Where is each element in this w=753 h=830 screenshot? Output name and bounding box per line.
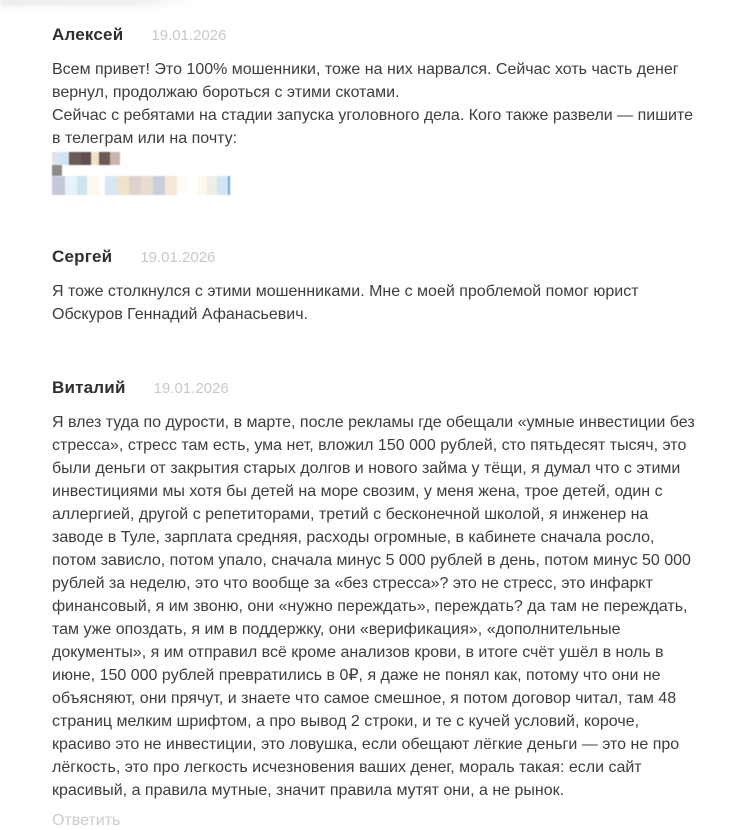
comment-body <box>52 280 702 326</box>
comment-alexey <box>52 25 702 195</box>
censored-pixel-block <box>105 176 118 195</box>
censored-pixel-block <box>110 152 120 165</box>
comment-paragraph: Всем привет! Это 100% мошенники, тоже на них нарвался. Сейчас хоть часть денег вернул, продолжаю бороться с этими скотами. <box>52 61 679 101</box>
censored-contact-info <box>52 152 702 195</box>
comment-body <box>52 58 702 150</box>
censored-pixel-block <box>65 176 77 195</box>
censored-pixel-block <box>99 152 110 165</box>
censored-pixel-block <box>187 176 197 195</box>
comment-header <box>52 378 702 398</box>
comment-date: 19.01.2026 <box>151 27 227 44</box>
comment-author: Виталий <box>52 378 126 397</box>
comment-paragraph: Я влез туда по дурости, в марте, после рекламы где обещали «умные инвестиции без стресса», стресс там есть, ума нет, вложил 150 000 рублей, сто пятьдесят тысяч, это были деньги от закрытия старых долгов и нового займа у тёщи, я думал что с этими инвестициями мы хотя бы детей на море свозим, у меня жена, трое детей, один с аллергией, другой с репетиторами, третий с бесконечной школой, я инженер на заводе в Туле, зарплата средняя, расходы огромные, в кабинете сначала росло, потом зависло, потом упало, сначала минус 5 000 рублей в день, потом минус 50 000 рублей за неделю, это что вообще за «без стресса»? это не стресс, это инфаркт финансовый, я им звоню, они «нужно переждать», переждать? да там не переждать, там уже опоздать, я им в поддержку, они «верификация», «дополнительные документы», я им отправил всё кроме анализов крови, в итоге счёт ушёл в ноль в июне, 150 000 рублей превратились в 0₽, я даже не понял как, потому что они не объясняют, они прячут, и знаете что самое смешное, я потом договор читал, там 48 страниц мелким шрифтом, а про вывод 2 строки, и те с кучей условий, короче, красиво это не инвестиции, это ловушка, если обещают лёгкие деньги — это не про лёгкость, это про легкость исчезновения ваших денег, мораль такая: если сайт красивый, а правила мутные, значит правила мутят они, а не рынок. <box>52 414 695 799</box>
censored-pixel-block <box>217 176 228 195</box>
censored-pixel-block <box>69 152 81 165</box>
censored-pixel-block <box>177 176 187 195</box>
censored-pixel-block <box>52 165 62 176</box>
comment-header <box>52 25 702 45</box>
comment-author: Сергей <box>52 247 113 266</box>
censored-pixel-block <box>77 176 87 195</box>
censored-pixel-block <box>59 152 69 165</box>
censored-pixel-block <box>165 176 177 195</box>
censored-pixel-block <box>87 176 99 195</box>
censored-pixel-block <box>81 152 91 165</box>
censored-pixel-block <box>129 176 141 195</box>
comment-author: Алексей <box>52 25 124 44</box>
censored-pixel-block <box>228 176 230 195</box>
comment-date: 19.01.2026 <box>140 249 216 266</box>
comment-body <box>52 411 702 802</box>
comment-paragraph: Сейчас с ребятами на стадии запуска уголовного дела. Кого также развели — пишите в телеграм или на почту: <box>52 107 694 147</box>
censored-pixel-block <box>52 152 59 165</box>
reply-link[interactable]: Ответить <box>52 812 121 829</box>
censored-pixel-block <box>207 176 217 195</box>
comment-header <box>52 247 702 267</box>
censored-telegram-row <box>52 152 702 165</box>
censored-email-row <box>52 176 702 195</box>
censored-pixel-block <box>52 176 65 195</box>
censored-header-blur <box>0 0 195 6</box>
censored-pixel-block <box>141 176 153 195</box>
censored-pixel-block <box>153 176 165 195</box>
censored-pixel-block <box>91 152 99 165</box>
censored-pixel-block <box>118 176 129 195</box>
censored-marker-row <box>52 165 702 176</box>
comment-sergey <box>52 247 702 326</box>
censored-pixel-block <box>197 176 207 195</box>
comment-date: 19.01.2026 <box>153 380 229 397</box>
comment-vitaly <box>52 378 702 830</box>
comment-paragraph: Я тоже столкнулся с этими мошенниками. Мне с моей проблемой помог юрист Обскуров Геннадий Афанасьевич. <box>52 283 639 323</box>
